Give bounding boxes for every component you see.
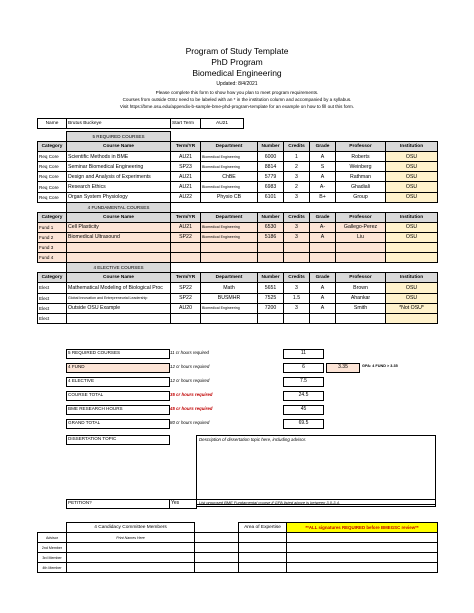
credits-cell[interactable]: 3 [284, 232, 310, 242]
institution-cell[interactable] [386, 253, 438, 263]
committee-cell[interactable] [287, 543, 438, 553]
table-row [38, 162, 438, 172]
professor-cell[interactable] [336, 313, 386, 323]
column-header: Term/YR [171, 273, 201, 283]
course-name-cell[interactable]: Scientific Methods in BME [67, 152, 171, 162]
committee-cell[interactable] [287, 533, 438, 543]
department-cell[interactable]: BUSMHR [201, 293, 258, 303]
column-header: Course Name [67, 142, 171, 152]
grade-cell[interactable]: A- [310, 182, 336, 192]
credits-cell[interactable]: 1 [284, 152, 310, 162]
credits-cell[interactable] [284, 243, 310, 253]
start-term-field[interactable]: AU21 [201, 119, 244, 129]
professor-cell[interactable]: Smith [336, 303, 386, 313]
spacer-cell [38, 263, 67, 273]
professor-cell[interactable]: Ghadiali [336, 182, 386, 192]
table-row [38, 152, 438, 162]
department-cell[interactable] [201, 313, 258, 323]
term-cell[interactable]: AU21 [171, 182, 201, 192]
committee-cell[interactable] [239, 553, 287, 563]
number-cell[interactable]: 5186 [258, 232, 284, 242]
program-subtitle: PhD Program [211, 57, 263, 67]
term-cell[interactable]: AU21 [171, 152, 201, 162]
term-cell[interactable]: SP23 [171, 162, 201, 172]
department-cell[interactable]: Physio CB [201, 192, 258, 202]
fundamental-section-header [38, 202, 438, 212]
total-required-label: 5 REQUIRED COURSES [66, 349, 170, 359]
table-row [38, 303, 438, 313]
column-header: Term/YR [171, 142, 201, 152]
course-name-cell[interactable]: Research Ethics [67, 182, 171, 192]
professor-cell[interactable] [336, 243, 386, 253]
department-cell[interactable]: Biomedical Engineering [201, 303, 258, 313]
department-cell[interactable]: Biomedical Engineering [201, 232, 258, 242]
number-cell[interactable]: 8814 [258, 162, 284, 172]
table-row [38, 253, 438, 263]
number-cell[interactable]: 5779 [258, 172, 284, 182]
total-elective-label: 4 ELECTIVE [66, 377, 170, 387]
course-name-cell[interactable] [67, 253, 171, 263]
committee-role-4th: 4th Member [38, 563, 67, 573]
credits-cell[interactable]: 3 [284, 303, 310, 313]
spacer-cell [171, 202, 438, 212]
column-header: Institution [386, 142, 438, 152]
column-header: Category [38, 212, 67, 222]
number-cell[interactable]: 6983 [258, 182, 284, 192]
total-fund-value[interactable]: 6 [283, 363, 324, 373]
credits-cell[interactable]: 3 [284, 283, 310, 293]
grade-cell[interactable] [310, 243, 336, 253]
column-header: Credits [284, 142, 310, 152]
course-total-label: COURSE TOTAL [66, 391, 170, 401]
column-header: Category [38, 273, 67, 283]
institution-cell[interactable] [386, 243, 438, 253]
number-cell[interactable]: 7525 [258, 293, 284, 303]
course-name-cell[interactable] [67, 313, 171, 323]
petition-note: List proposed BME Fundamental course if GPA listed above is between 3.0-3.4. [196, 499, 436, 507]
column-header: Department [201, 212, 258, 222]
grand-total-hint: 80 cr hours required [170, 420, 210, 425]
category-cell: Req Core [38, 162, 67, 172]
term-cell[interactable]: AU20 [171, 303, 201, 313]
table-row [38, 313, 438, 323]
category-cell: Req Core [38, 192, 67, 202]
total-fund-hint: 12 cr hours required [170, 364, 210, 369]
number-cell[interactable]: 6530 [258, 222, 284, 232]
name-label: Name [38, 119, 67, 129]
total-required-value[interactable]: 11 [283, 349, 324, 359]
spacer-cell [171, 263, 438, 273]
total-fund-label: 4 FUND [66, 363, 170, 373]
professor-cell[interactable]: Gallego-Perez [336, 222, 386, 232]
department-cell[interactable]: Biomedical Engineering [201, 182, 258, 192]
elective-section-header [38, 263, 438, 273]
column-header: Category [38, 142, 67, 152]
grade-cell[interactable]: A [310, 293, 336, 303]
committee-cell[interactable] [239, 563, 287, 573]
term-cell[interactable] [171, 243, 201, 253]
grade-cell[interactable] [310, 253, 336, 263]
department-cell[interactable]: Biomedical Engineering [201, 222, 258, 232]
name-field[interactable]: Brutus Buckeye [67, 119, 171, 129]
department-cell[interactable]: Biomedical Engineering [201, 152, 258, 162]
term-cell[interactable]: SP22 [171, 283, 201, 293]
dissertation-label: DISSERTATION TOPIC [66, 435, 170, 445]
total-elective-hint: 12 cr hours required [170, 378, 210, 383]
course-name-cell[interactable] [67, 243, 171, 253]
instruction-3: Visit https://bme.osu.edu/appendix-b-sample-bme-phd-program-template for an example on how to fill out this form. [119, 104, 355, 109]
required-section-header [38, 132, 438, 142]
course-name-cell[interactable]: Organ System Physiology [67, 192, 171, 202]
institution-cell[interactable]: OSU [386, 192, 438, 202]
research-hours-value[interactable]: 45 [283, 405, 324, 415]
petition-field[interactable]: Yes [169, 499, 197, 509]
table-row [38, 283, 438, 293]
committee-cell[interactable] [287, 563, 438, 573]
column-header: Course Name [67, 273, 171, 283]
column-header: Professor [336, 142, 386, 152]
table-row [38, 222, 438, 232]
grade-cell[interactable] [310, 313, 336, 323]
committee-role-advisor: Advisor [38, 533, 67, 543]
column-header: Term/YR [171, 212, 201, 222]
column-header: Grade [310, 273, 336, 283]
instruction-2: Courses from outside OSU need to be labeled with an * in the institution column and accompanied by a syllabus. [122, 97, 352, 102]
institution-cell[interactable]: OSU [386, 283, 438, 293]
column-header: Grade [310, 142, 336, 152]
number-cell[interactable]: 5651 [258, 283, 284, 293]
committee-cell[interactable] [287, 553, 438, 563]
table-row [38, 243, 438, 253]
research-hours-hint: 45 cr hours required [170, 406, 213, 411]
professor-cell[interactable]: Group [336, 192, 386, 202]
professor-cell[interactable]: Liu [336, 232, 386, 242]
column-header: Institution [386, 212, 438, 222]
professor-cell[interactable]: Brown [336, 283, 386, 293]
committee-cell[interactable] [239, 533, 287, 543]
category-cell: Req Core [38, 172, 67, 182]
committee-title: 4 Candidacy Committee Members [67, 523, 195, 533]
course-name-cell[interactable]: Seminar Biomedical Engineering [67, 162, 171, 172]
print-names-hint[interactable]: Print Names Here [67, 533, 195, 543]
term-cell[interactable]: AU21 [171, 222, 201, 232]
column-header: Number [258, 212, 284, 222]
column-header: Credits [284, 273, 310, 283]
grade-cell[interactable]: A- [310, 222, 336, 232]
table-row [38, 192, 438, 202]
institution-cell[interactable]: OSU [386, 152, 438, 162]
credits-cell[interactable]: 3 [284, 222, 310, 232]
total-elective-value[interactable]: 7.5 [283, 377, 324, 387]
number-cell[interactable] [258, 243, 284, 253]
institution-cell[interactable]: OSU [386, 232, 438, 242]
category-cell: Elect [38, 303, 67, 313]
column-header: Department [201, 142, 258, 152]
instruction-1: Please complete this form to show how you plan to meet program requirements. [155, 90, 319, 95]
category-cell: Req Core [38, 182, 67, 192]
committee-role-3rd: 3rd Member [38, 553, 67, 563]
grade-cell[interactable]: A [310, 152, 336, 162]
course-name-cell[interactable]: Design and Analysis of Experiments [67, 172, 171, 182]
course-name-cell[interactable]: Cell Plasticity [67, 222, 171, 232]
spacer-cell [38, 202, 67, 212]
column-header: Number [258, 273, 284, 283]
grade-cell[interactable]: A [310, 172, 336, 182]
category-cell: Elect [38, 313, 67, 323]
number-cell[interactable]: 6000 [258, 152, 284, 162]
spacer-cell [171, 132, 438, 142]
committee-cell[interactable] [67, 563, 195, 573]
total-required-hint: 11 cr hours required [170, 350, 209, 355]
table-row [38, 182, 438, 192]
elective-section-title: 4 ELECTIVE COURSES [67, 263, 171, 273]
petition-label: PETITION? [66, 499, 170, 509]
column-header: Number [258, 142, 284, 152]
term-cell[interactable]: SP22 [171, 232, 201, 242]
fund-gpa-value[interactable]: 3.35 [326, 363, 360, 373]
department-cell[interactable]: ChBE [201, 172, 258, 182]
required-section-title: 5 REQUIRED COURSES [67, 132, 171, 142]
fund-gpa-note: GPA: 4 FUND > 3.35 [362, 364, 398, 368]
credits-cell[interactable] [284, 253, 310, 263]
grand-total-value[interactable]: 69.5 [283, 419, 324, 429]
grade-cell[interactable]: A [310, 283, 336, 293]
credits-cell[interactable]: 2 [284, 162, 310, 172]
column-header: Department [201, 273, 258, 283]
professor-cell[interactable]: Ahankar [336, 293, 386, 303]
department-cell[interactable]: Biomedical Engineering [201, 162, 258, 172]
category-cell: Req Core [38, 152, 67, 162]
credits-cell[interactable]: 1.5 [284, 293, 310, 303]
committee-cell[interactable] [195, 533, 239, 543]
grade-cell[interactable]: A [310, 232, 336, 242]
professor-cell[interactable]: Rathman [336, 172, 386, 182]
committee-cell[interactable] [195, 553, 239, 563]
department-cell[interactable] [201, 243, 258, 253]
institution-cell[interactable] [386, 313, 438, 323]
number-cell[interactable] [258, 253, 284, 263]
column-header: Professor [336, 273, 386, 283]
course-name-cell[interactable]: Mathematical Modeling of Biological Proc [67, 283, 171, 293]
term-cell[interactable] [171, 253, 201, 263]
category-cell: Fund 4 [38, 253, 67, 263]
professor-cell[interactable] [336, 253, 386, 263]
column-header: Professor [336, 212, 386, 222]
department-cell[interactable] [201, 253, 258, 263]
dissertation-field[interactable]: Description of dissertation topic here, including advisor. [196, 435, 436, 505]
grade-cell[interactable]: B+ [310, 192, 336, 202]
student-info [37, 118, 244, 129]
category-cell: Elect [38, 293, 67, 303]
signatures-required-note: **ALL signatures REQUIRED before BMEGSC review** [287, 523, 438, 533]
credits-cell[interactable] [284, 313, 310, 323]
expertise-header: Area of Expertise [239, 523, 287, 533]
institution-cell[interactable]: OSU [386, 293, 438, 303]
fundamental-section-title: 4 FUNDAMENTAL COURSES [67, 202, 171, 212]
updated-date: Updated: 8/4/2021 [216, 81, 258, 87]
credits-cell[interactable]: 3 [284, 172, 310, 182]
committee-cell[interactable] [239, 543, 287, 553]
course-total-value[interactable]: 24.5 [283, 391, 324, 401]
committee-cell[interactable] [195, 543, 239, 553]
committee-role-2nd: 2nd Member [38, 543, 67, 553]
term-cell[interactable]: AU21 [171, 172, 201, 182]
research-hours-label: BME RESEARCH HOURS [66, 405, 170, 415]
term-cell[interactable]: SP22 [171, 293, 201, 303]
column-header-row [38, 142, 438, 152]
institution-cell[interactable]: OSU [386, 162, 438, 172]
course-name-cell[interactable]: Biomedical Ultrasound [67, 232, 171, 242]
number-cell[interactable]: 7200 [258, 303, 284, 313]
column-header: Course Name [67, 212, 171, 222]
number-cell[interactable]: 6101 [258, 192, 284, 202]
category-cell: Elect [38, 283, 67, 293]
credits-cell[interactable]: 2 [284, 182, 310, 192]
credits-cell[interactable]: 3 [284, 192, 310, 202]
column-header: Credits [284, 212, 310, 222]
start-term-label: Start Term [171, 119, 201, 129]
department-subtitle: Biomedical Engineering [192, 68, 282, 78]
category-cell: Fund 1 [38, 222, 67, 232]
term-cell[interactable] [171, 313, 201, 323]
spacer-cell [38, 132, 67, 142]
column-header: Institution [386, 273, 438, 283]
column-header: Grade [310, 212, 336, 222]
table-row [38, 172, 438, 182]
category-cell: Fund 3 [38, 243, 67, 253]
table-row [38, 232, 438, 242]
term-cell[interactable]: AU22 [171, 192, 201, 202]
committee-table [37, 522, 438, 573]
professor-cell[interactable]: Weinberg [336, 162, 386, 172]
committee-cell[interactable] [195, 563, 239, 573]
number-cell[interactable] [258, 313, 284, 323]
table-row [38, 293, 438, 303]
category-cell: Fund 2 [38, 232, 67, 242]
courses-table [37, 131, 438, 324]
professor-cell[interactable]: Roberts [336, 152, 386, 162]
grade-cell[interactable]: A [310, 303, 336, 313]
column-header-row [38, 212, 438, 222]
course-name-cell[interactable]: Outside OSU Example [67, 303, 171, 313]
course-name-cell[interactable]: Global Innovation and Entrepreneurial Leadership [67, 293, 171, 303]
institution-cell[interactable]: *Not OSU* [386, 303, 438, 313]
department-cell[interactable]: Math [201, 283, 258, 293]
institution-cell[interactable]: OSU [386, 182, 438, 192]
grade-cell[interactable]: S [310, 162, 336, 172]
grand-total-label: GRAND TOTAL [66, 419, 170, 429]
institution-cell[interactable]: OSU [386, 172, 438, 182]
committee-cell[interactable] [67, 543, 195, 553]
column-header-row [38, 273, 438, 283]
institution-cell[interactable]: OSU [386, 222, 438, 232]
committee-cell[interactable] [67, 553, 195, 563]
course-total-hint: 35 cr hours required [170, 392, 213, 397]
page-title: Program of Study Template [185, 46, 289, 56]
